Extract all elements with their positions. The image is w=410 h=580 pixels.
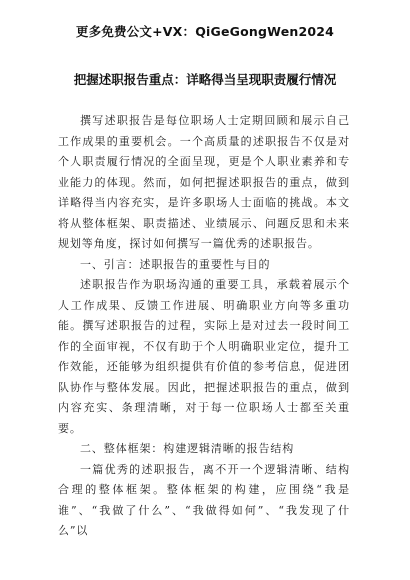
document-body <box>58 111 350 542</box>
section-heading-2: 二、整体框架：构建逻辑清晰的报告结构 <box>80 442 295 455</box>
paragraph-intro: 撰写述职报告是每位职场人士定期回顾和展示自己工作成果的重要机会。一个高质量的述职报告不仅是对个人职责履行情况的全面呈现，更是个人职业素养和专业能力的体现。然而，如何把握述职报告的重点，做到详略得当内容充实，是许多职场人士面临的挑战。本文将从整体框架、职责描述、业绩展示、问题反思和未来规划等角度，探讨如何撰写一篇优秀的述职报告。 <box>58 114 350 250</box>
paragraph-section-1: 述职报告作为职场沟通的重要工具，承载着展示个人工作成果、反馈工作进展、明确职业方向等多重功能。撰写述职报告的过程，实际上是对过去一段时间工作的全面审视，不仅有助于个人明确职业定位，提升工作效能，还能够为组织提供有价值的参考信息，促进团队协作与整体发展。因此，把握述职报告的重点，做到内容充实、条理清晰，对于每一位职场人士都至关重要。 <box>58 278 350 435</box>
section-heading-1: 一、引言：述职报告的重要性与目的 <box>80 257 271 271</box>
document-title: 把握述职报告重点：详略得当呈现职责履行情况 <box>73 72 337 87</box>
header-watermark: 更多免费公文+VX：QiGeGongWen2024 <box>75 24 335 39</box>
paragraph-section-2: 一篇优秀的述职报告，离不开一个逻辑清晰、结构合理的整体框架。整体框架的构建，应围绕“我是谁”、“我做了什么”、“我做得如何”、“我发现了什么”以 <box>58 462 350 537</box>
